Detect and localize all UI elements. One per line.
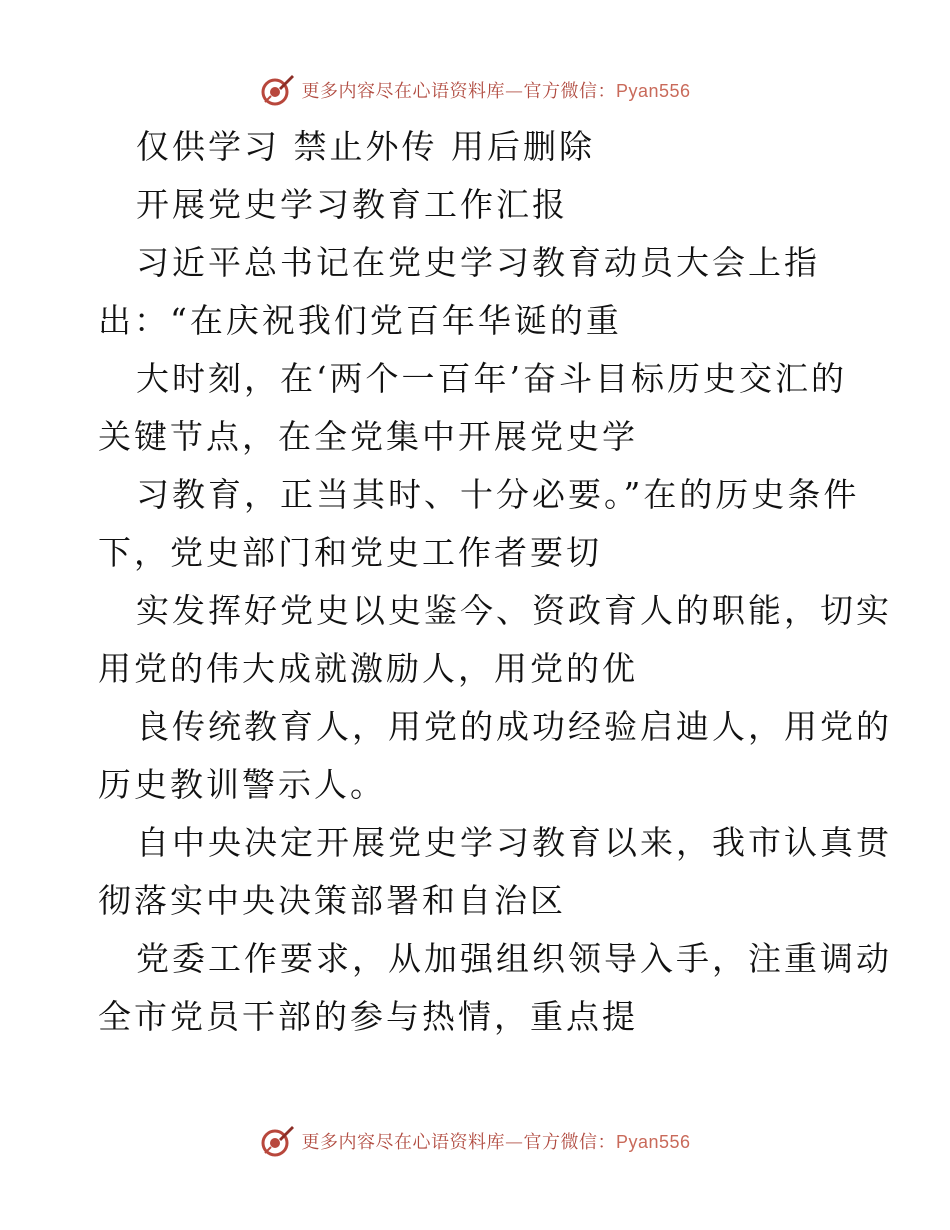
header-watermark bbox=[0, 70, 950, 110]
text-line: 习教育，正当其时、十分必要。”在的历史条件 bbox=[136, 475, 860, 514]
watermark-text bbox=[301, 77, 690, 103]
text-line: 用党的伟大成就激励人，用党的优 bbox=[98, 649, 638, 688]
text-line: 出：“在庆祝我们党百年华诞的重 bbox=[98, 301, 622, 340]
document-body bbox=[98, 118, 892, 1046]
text-line: 彻落实中央决策部署和自治区 bbox=[98, 881, 566, 920]
text-line: 下，党史部门和党史工作者要切 bbox=[98, 533, 602, 572]
watermark-site-text: 更多内容尽在心语资料库 bbox=[301, 1132, 505, 1153]
watermark-text bbox=[301, 1128, 690, 1154]
footer-watermark bbox=[0, 1121, 950, 1161]
text-line: 历史教训警示人。 bbox=[98, 765, 386, 804]
text-line: 实发挥好党史以史鉴今、资政育人的职能，切实 bbox=[136, 591, 892, 630]
watermark-wechat-label: 官方微信： bbox=[523, 81, 616, 102]
watermark-wechat-label: 官方微信： bbox=[523, 1132, 616, 1153]
text-line: 关键节点，在全党集中开展党史学 bbox=[98, 417, 638, 456]
text-line: 良传统教育人，用党的成功经验启迪人，用党的 bbox=[136, 707, 892, 746]
watermark-site-text: 更多内容尽在心语资料库 bbox=[301, 81, 505, 102]
text-line: 党委工作要求，从加强组织领导入手，注重调动 bbox=[136, 939, 892, 978]
text-line: 开展党史学习教育工作汇报 bbox=[136, 185, 568, 224]
text-line: 全市党员干部的参与热情，重点提 bbox=[98, 997, 638, 1036]
watermark-dash: — bbox=[504, 81, 524, 102]
pen-logo-icon bbox=[259, 72, 295, 108]
text-line: 自中央决定开展党史学习教育以来，我市认真贯 bbox=[136, 823, 892, 862]
watermark-wechat-id: Pyan556 bbox=[615, 81, 691, 101]
text-line: 习近平总书记在党史学习教育动员大会上指 bbox=[136, 243, 820, 282]
text-line: 仅供学习 禁止外传 用后删除 bbox=[136, 127, 595, 166]
text-line: 大时刻，在‘两个一百年’奋斗目标历史交汇的 bbox=[136, 359, 847, 398]
pen-logo-icon bbox=[259, 1123, 295, 1159]
watermark-wechat-id: Pyan556 bbox=[615, 1132, 691, 1152]
watermark-dash: — bbox=[504, 1132, 524, 1153]
